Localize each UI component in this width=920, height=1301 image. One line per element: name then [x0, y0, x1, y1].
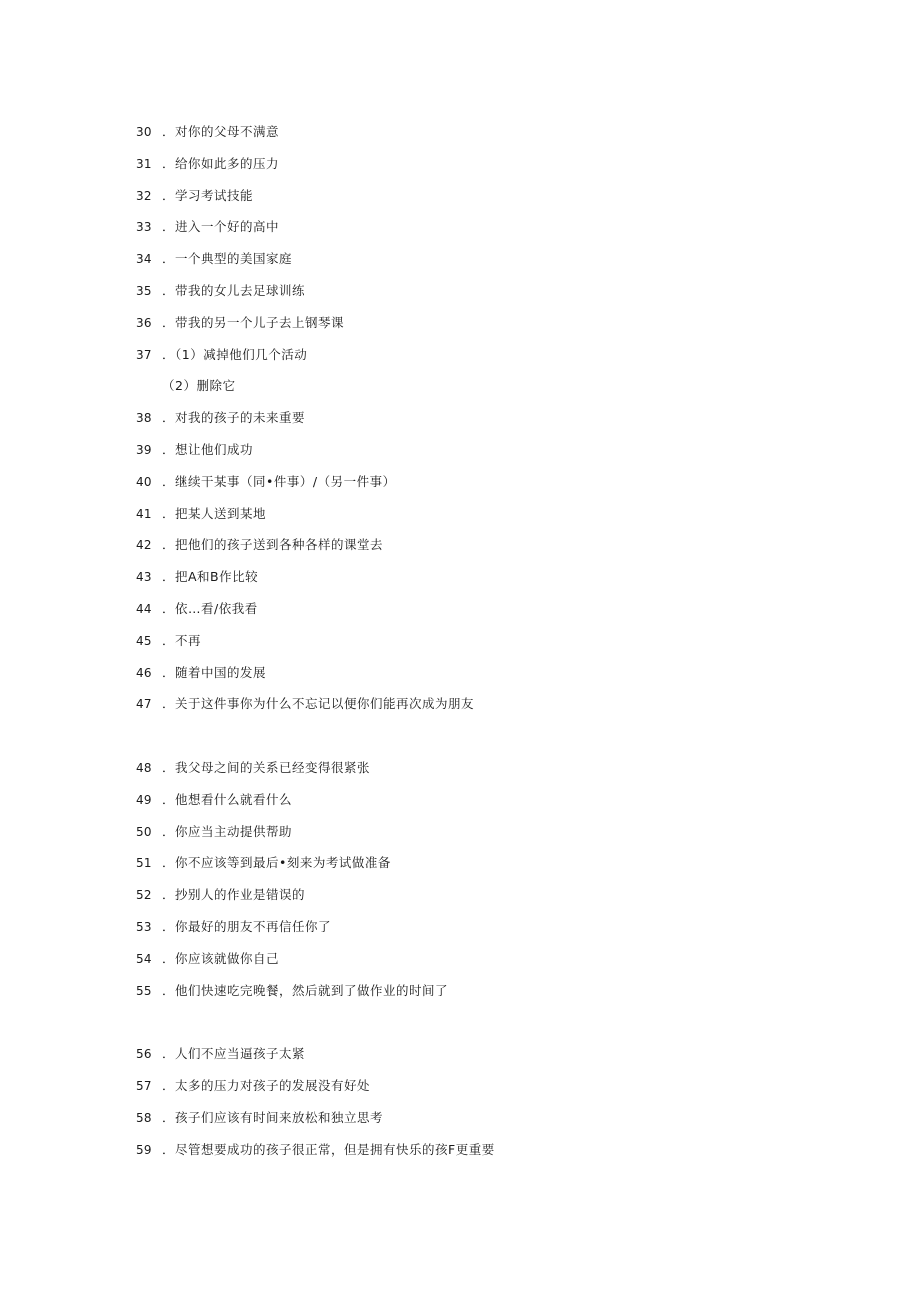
item-number: 35 — [136, 283, 152, 298]
item-number: 32 — [136, 188, 152, 203]
item-text: ．我父母之间的关系已经变得很紧张 — [162, 759, 371, 775]
list-item — [136, 1108, 836, 1140]
item-number: 56 — [136, 1047, 152, 1062]
item-number: 34 — [136, 252, 152, 267]
item-text: ．不再 — [162, 632, 202, 648]
item-text: ．他们快速吃完晚餐，然后就到了做作业的时间了 — [162, 982, 449, 998]
item-text: ．依…看/依我看 — [162, 600, 258, 616]
item-number: 49 — [136, 792, 152, 807]
item-text: ．给你如此多的压力 — [162, 155, 280, 171]
item-text: ．尽管想要成功的孩子很正常，但是拥有快乐的孩F更重要 — [162, 1141, 495, 1157]
item-text: ．你最好的朋友不再信任你了 — [162, 918, 332, 934]
item-number: 55 — [136, 983, 152, 998]
list-item — [136, 154, 836, 186]
list-item — [136, 949, 836, 981]
list-item — [136, 504, 836, 536]
item-number: 57 — [136, 1078, 152, 1093]
item-number: 39 — [136, 442, 152, 457]
list-item — [136, 663, 836, 695]
item-text: ．想让他们成功 — [162, 441, 254, 457]
list-item — [136, 917, 836, 949]
item-number: 52 — [136, 888, 152, 903]
list-item — [136, 472, 836, 504]
list-item — [136, 535, 836, 567]
item-text: ．你应当主动提供帮助 — [162, 823, 293, 839]
item-number: 40 — [136, 474, 152, 489]
list-item — [136, 345, 836, 377]
list-item — [136, 408, 836, 440]
item-text: ．进入一个好的高中 — [162, 219, 280, 235]
item-text: ．人们不应当逼孩子太紧 — [162, 1046, 306, 1062]
item-text: ．对我的孩子的未来重要 — [162, 410, 306, 426]
item-text: ．随着中国的发展 — [162, 664, 267, 680]
item-number: 47 — [136, 697, 152, 712]
item-text: ．（1）减掉他们几个活动 — [162, 346, 308, 362]
list-item — [136, 790, 836, 822]
list-item — [136, 758, 836, 790]
item-number: 41 — [136, 506, 152, 521]
list-item — [136, 694, 836, 726]
item-number: 58 — [136, 1110, 152, 1125]
item-number: 46 — [136, 665, 152, 680]
item-text: ．把他们的孩子送到各种各样的课堂去 — [162, 537, 384, 553]
item-number: 53 — [136, 919, 152, 934]
item-number: 51 — [136, 856, 152, 871]
list-item — [136, 122, 836, 154]
item-number: 50 — [136, 824, 152, 839]
item-number: 31 — [136, 156, 152, 171]
item-text: ．他想看什么就看什么 — [162, 791, 293, 807]
item-text: ．学习考试技能 — [162, 187, 254, 203]
item-number: 59 — [136, 1142, 152, 1157]
item-number: 36 — [136, 315, 152, 330]
list-item-sub — [136, 376, 836, 408]
list-item — [136, 186, 836, 218]
item-text: ．你不应该等到最后•刻来为考试做准备 — [162, 855, 391, 871]
item-number: 30 — [136, 125, 152, 139]
list-item — [136, 281, 836, 313]
item-number: 42 — [136, 538, 152, 553]
item-number: 33 — [136, 220, 152, 235]
item-text: ．把某人送到某地 — [162, 505, 267, 521]
item-number: 54 — [136, 951, 152, 966]
list-item — [136, 567, 836, 599]
item-text: ．你应该就做你自己 — [162, 950, 280, 966]
item-number: 45 — [136, 633, 152, 648]
list-item — [136, 599, 836, 631]
item-text: ．对你的父母不满意 — [162, 124, 280, 139]
list-item — [136, 1076, 836, 1108]
list-item — [136, 440, 836, 472]
item-text: ．继续干某事（同•件事）/（另一件事） — [162, 473, 396, 489]
item-text: ．带我的女儿去足球训练 — [162, 282, 306, 298]
list-item — [136, 853, 836, 885]
item-number: 44 — [136, 601, 152, 616]
item-number: 48 — [136, 760, 152, 775]
list-item — [136, 1044, 836, 1076]
item-number: 43 — [136, 570, 152, 585]
item-text: ．一个典型的美国家庭 — [162, 251, 293, 267]
list-item — [136, 1140, 836, 1172]
item-text: ．抄别人的作业是错误的 — [162, 887, 306, 903]
list-item — [136, 249, 836, 281]
item-text: ．把A和B作比较 — [162, 569, 259, 585]
list-item — [136, 631, 836, 663]
phrase-list — [136, 122, 836, 1171]
list-item — [136, 313, 836, 345]
item-number: 37 — [136, 347, 152, 362]
list-item — [136, 217, 836, 249]
item-text: ．太多的压力对孩子的发展没有好处 — [162, 1077, 371, 1093]
list-item — [136, 885, 836, 917]
item-text: ．关于这件事你为什么不忘记以便你们能再次成为朋友 — [162, 696, 475, 712]
item-text: ．带我的另一个儿子去上钢琴课 — [162, 314, 345, 330]
list-item — [136, 981, 836, 1013]
item-number: 38 — [136, 411, 152, 426]
list-item — [136, 822, 836, 854]
item-text: ．孩子们应该有时间来放松和独立思考 — [162, 1109, 384, 1125]
item-text: （2）删除它 — [162, 378, 236, 394]
